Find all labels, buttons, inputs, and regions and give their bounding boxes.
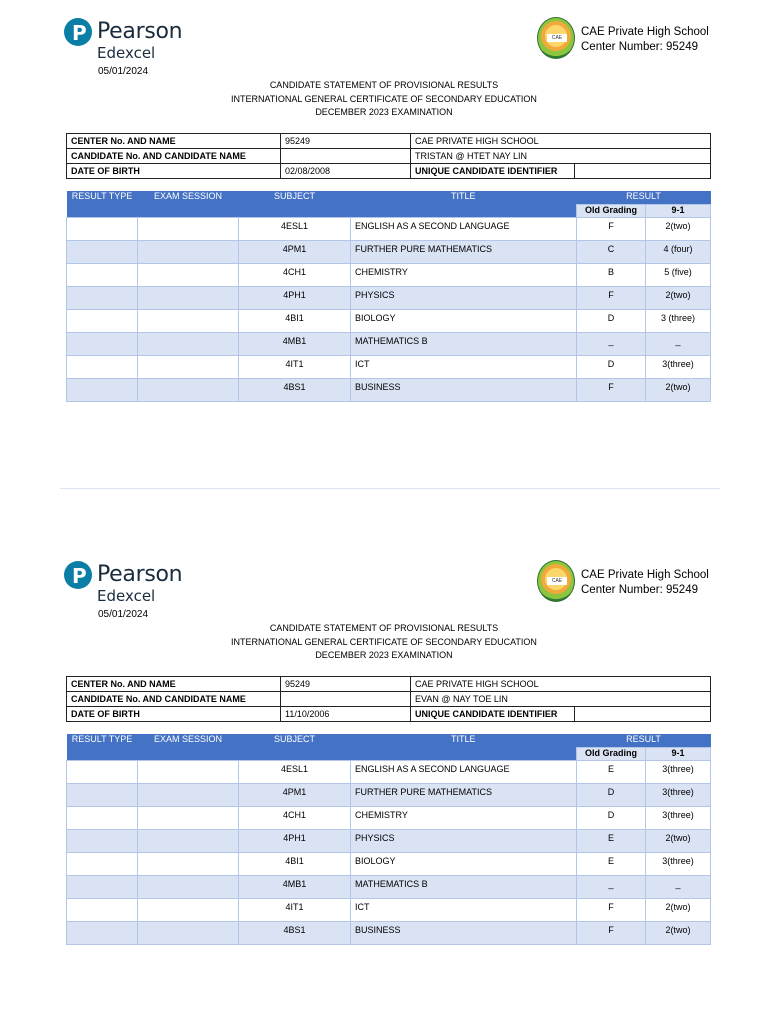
heading-line <box>67 734 711 747</box>
info-row <box>67 164 711 179</box>
table-cell: BIOLOGY <box>351 852 577 875</box>
table-cell: CAE PRIVATE HIGH SCHOOL <box>411 134 711 149</box>
table-cell: 4BS1 <box>239 921 351 944</box>
info-row <box>67 677 711 692</box>
heading-line: INTERNATIONAL GENERAL CERTIFICATE OF SECONDARY EDUCATION <box>231 93 537 104</box>
table-cell <box>138 309 239 332</box>
table-row <box>67 875 711 898</box>
table-row <box>67 829 711 852</box>
table-cell: 5 (five) <box>646 263 711 286</box>
school-block <box>537 17 737 61</box>
table-cell: PHYSICS <box>351 829 577 852</box>
page-divider <box>60 488 720 489</box>
column-header: EXAM SESSION <box>138 191 239 217</box>
heading-line: INTERNATIONAL GENERAL CERTIFICATE OF SECONDARY EDUCATION <box>231 636 537 647</box>
table-cell: EVAN @ NAY TOE LIN <box>411 692 711 707</box>
table-cell: 4BI1 <box>239 309 351 332</box>
table-cell: D <box>577 309 646 332</box>
school-block <box>537 560 737 604</box>
table-cell: E <box>577 852 646 875</box>
column-header: RESULT <box>577 734 711 747</box>
table-cell: CHEMISTRY <box>351 263 577 286</box>
table-cell: _ <box>577 875 646 898</box>
table-cell <box>138 921 239 944</box>
table-cell: D <box>577 355 646 378</box>
table-cell <box>281 149 411 164</box>
table-cell: 4PM1 <box>239 240 351 263</box>
table-cell: 4PH1 <box>239 829 351 852</box>
table-cell <box>67 355 138 378</box>
table-cell: F <box>577 898 646 921</box>
table-cell <box>281 692 411 707</box>
table-cell <box>138 286 239 309</box>
table-cell: 4ESL1 <box>239 760 351 783</box>
table-cell: 4IT1 <box>239 355 351 378</box>
table-cell: TRISTAN @ HTET NAY LIN <box>411 149 711 164</box>
table-cell <box>67 378 138 401</box>
column-header: 9-1 <box>646 747 711 760</box>
table-cell: 3(three) <box>646 806 711 829</box>
table-cell: _ <box>646 875 711 898</box>
table-cell: 2(two) <box>646 898 711 921</box>
heading-line <box>67 191 711 204</box>
table-cell: 4BS1 <box>239 378 351 401</box>
table-cell: D <box>577 783 646 806</box>
table-cell: 3(three) <box>646 355 711 378</box>
table-cell: CENTER No. AND NAME <box>67 677 281 692</box>
table-cell <box>138 898 239 921</box>
table-cell <box>67 332 138 355</box>
table-cell <box>138 240 239 263</box>
statement-date: 05/01/2024 <box>98 66 149 77</box>
table-row <box>67 286 711 309</box>
school-crest-icon: CAE <box>537 17 575 59</box>
pearson-logo <box>64 561 184 621</box>
table-cell: MATHEMATICS B <box>351 332 577 355</box>
column-header: SUBJECT <box>239 734 351 760</box>
table-cell: F <box>577 217 646 240</box>
table-cell <box>138 760 239 783</box>
table-cell <box>138 332 239 355</box>
table-cell: ENGLISH AS A SECOND LANGUAGE <box>351 760 577 783</box>
info-row <box>67 134 711 149</box>
table-cell: 3(three) <box>646 783 711 806</box>
table-cell: C <box>577 240 646 263</box>
heading-line: CANDIDATE STATEMENT OF PROVISIONAL RESULTS <box>269 80 499 90</box>
center-number: Center Number: 95249 <box>581 584 698 596</box>
info-row <box>67 707 711 722</box>
pearson-logo <box>64 18 184 78</box>
table-cell: 4MB1 <box>239 332 351 355</box>
table-cell: BUSINESS <box>351 921 577 944</box>
table-cell: DATE OF BIRTH <box>67 707 281 722</box>
table-cell: 4ESL1 <box>239 217 351 240</box>
pearson-icon: P <box>64 18 92 46</box>
table-row <box>67 332 711 355</box>
table-cell: 2(two) <box>646 829 711 852</box>
table-cell: 4 (four) <box>646 240 711 263</box>
brand-sub: Edexcel <box>97 587 156 605</box>
table-cell: ICT <box>351 355 577 378</box>
school-crest-icon: CAE <box>537 560 575 602</box>
table-cell: 4IT1 <box>239 898 351 921</box>
table-row <box>67 217 711 240</box>
table-cell: BUSINESS <box>351 378 577 401</box>
column-header: RESULT TYPE <box>67 734 138 760</box>
table-row <box>67 783 711 806</box>
table-cell: B <box>577 263 646 286</box>
table-cell <box>67 921 138 944</box>
table-cell: _ <box>646 332 711 355</box>
table-cell <box>575 707 711 722</box>
table-cell: 4CH1 <box>239 263 351 286</box>
heading-line: DECEMBER 2023 EXAMINATION <box>315 107 453 117</box>
candidate-info-table <box>66 133 711 179</box>
table-row <box>67 378 711 401</box>
table-cell <box>138 875 239 898</box>
school-name: CAE Private High School <box>581 569 709 581</box>
column-header: Old Grading <box>577 747 646 760</box>
table-cell: PHYSICS <box>351 286 577 309</box>
table-cell <box>138 217 239 240</box>
table-row <box>67 852 711 875</box>
heading-line: DECEMBER 2023 EXAMINATION <box>315 650 453 660</box>
statement-date: 05/01/2024 <box>98 609 149 620</box>
table-cell: F <box>577 286 646 309</box>
candidate-info-table <box>66 676 711 722</box>
pearson-icon: P <box>64 561 92 589</box>
statement-heading <box>0 79 768 120</box>
table-cell <box>67 286 138 309</box>
column-header: SUBJECT <box>239 191 351 217</box>
heading-line: CANDIDATE STATEMENT OF PROVISIONAL RESULTS <box>269 623 499 633</box>
center-number: Center Number: 95249 <box>581 41 698 53</box>
column-header: 9-1 <box>646 204 711 217</box>
table-cell <box>575 164 711 179</box>
table-cell: 2(two) <box>646 378 711 401</box>
column-header: Old Grading <box>577 204 646 217</box>
table-cell: 3(three) <box>646 852 711 875</box>
table-cell: ENGLISH AS A SECOND LANGUAGE <box>351 217 577 240</box>
table-cell: CANDIDATE No. AND CANDIDATE NAME <box>67 692 281 707</box>
table-cell: E <box>577 760 646 783</box>
table-cell <box>138 852 239 875</box>
table-cell <box>138 263 239 286</box>
table-cell <box>138 378 239 401</box>
table-cell <box>67 898 138 921</box>
table-cell: CAE PRIVATE HIGH SCHOOL <box>411 677 711 692</box>
table-cell: 3(three) <box>646 760 711 783</box>
table-row <box>67 898 711 921</box>
table-cell: 4CH1 <box>239 806 351 829</box>
table-cell <box>138 829 239 852</box>
table-row <box>67 309 711 332</box>
table-cell: 11/10/2006 <box>281 707 411 722</box>
school-name: CAE Private High School <box>581 26 709 38</box>
table-cell: 2(two) <box>646 286 711 309</box>
column-header: RESULT TYPE <box>67 191 138 217</box>
table-cell <box>67 783 138 806</box>
table-cell: CENTER No. AND NAME <box>67 134 281 149</box>
table-cell: UNIQUE CANDIDATE IDENTIFIER <box>411 164 575 179</box>
table-cell: 4BI1 <box>239 852 351 875</box>
table-row <box>67 921 711 944</box>
result-statement-2 <box>0 543 768 1013</box>
info-row <box>67 692 711 707</box>
table-cell: MATHEMATICS B <box>351 875 577 898</box>
table-cell: 4PH1 <box>239 286 351 309</box>
table-cell <box>67 806 138 829</box>
table-cell: 4PM1 <box>239 783 351 806</box>
table-cell: FURTHER PURE MATHEMATICS <box>351 240 577 263</box>
table-cell: UNIQUE CANDIDATE IDENTIFIER <box>411 707 575 722</box>
table-cell <box>138 806 239 829</box>
table-cell <box>67 875 138 898</box>
table-cell: E <box>577 829 646 852</box>
table-cell: FURTHER PURE MATHEMATICS <box>351 783 577 806</box>
table-row <box>67 806 711 829</box>
table-cell: F <box>577 378 646 401</box>
table-cell: F <box>577 921 646 944</box>
table-cell: D <box>577 806 646 829</box>
table-cell: _ <box>577 332 646 355</box>
table-cell <box>67 309 138 332</box>
table-cell: BIOLOGY <box>351 309 577 332</box>
table-cell: ICT <box>351 898 577 921</box>
table-cell: 3 (three) <box>646 309 711 332</box>
brand-sub: Edexcel <box>97 44 156 62</box>
table-cell: CANDIDATE No. AND CANDIDATE NAME <box>67 149 281 164</box>
table-cell <box>67 829 138 852</box>
table-cell <box>138 355 239 378</box>
table-cell: 02/08/2008 <box>281 164 411 179</box>
brand-name: Pearson <box>97 19 183 44</box>
table-cell: 95249 <box>281 677 411 692</box>
info-row <box>67 149 711 164</box>
results-table <box>66 191 711 402</box>
table-row <box>67 263 711 286</box>
table-cell <box>67 217 138 240</box>
table-row <box>67 760 711 783</box>
table-row <box>67 355 711 378</box>
table-cell: 2(two) <box>646 217 711 240</box>
table-cell <box>67 760 138 783</box>
table-cell: 95249 <box>281 134 411 149</box>
table-cell: DATE OF BIRTH <box>67 164 281 179</box>
column-header: RESULT <box>577 191 711 204</box>
column-header: TITLE <box>351 734 577 760</box>
table-cell <box>67 263 138 286</box>
table-cell: 2(two) <box>646 921 711 944</box>
statement-heading <box>0 622 768 663</box>
table-cell: 4MB1 <box>239 875 351 898</box>
table-cell <box>138 783 239 806</box>
table-cell: CHEMISTRY <box>351 806 577 829</box>
table-row <box>67 240 711 263</box>
brand-name: Pearson <box>97 562 183 587</box>
column-header: EXAM SESSION <box>138 734 239 760</box>
column-header: TITLE <box>351 191 577 217</box>
results-table <box>66 734 711 945</box>
result-statement-1 <box>0 0 768 470</box>
table-cell <box>67 240 138 263</box>
table-cell <box>67 852 138 875</box>
